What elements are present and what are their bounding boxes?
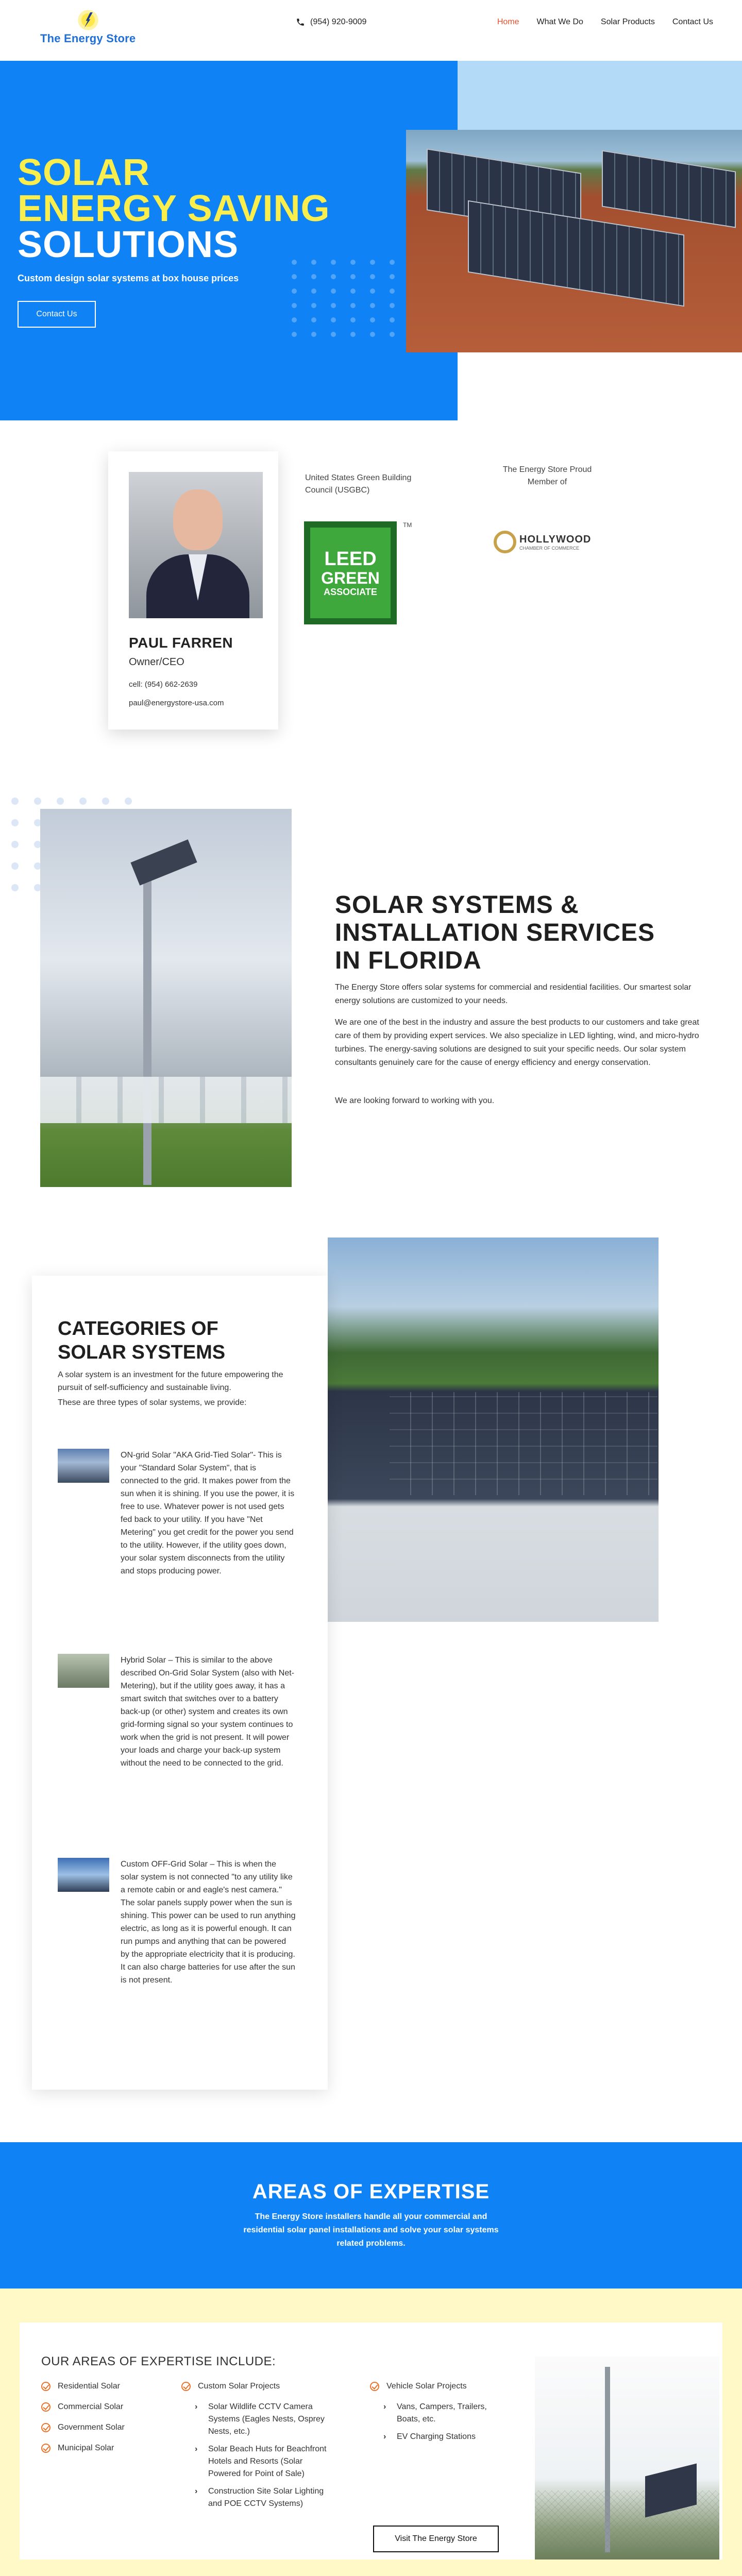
header-phone[interactable] [296, 18, 366, 27]
expertise-box [20, 2323, 722, 2560]
hero-title-line1: SOLAR [18, 152, 150, 193]
install-paragraph-2: We are one of the best in the industry and assure the best products to our customers and take great care of them by providing expert services. We also specialize in LED lighting, wind, and micro-hydro turbines. The energy-saving solutions are designed to suit your specific needs. Our solar system consultants genuinely care for the cause of energy efficiency and energy conservation. [335, 1018, 699, 1067]
chevron-right-icon: › [195, 2445, 198, 2453]
main-nav [497, 18, 713, 27]
check-circle-icon [41, 2444, 50, 2453]
leed-line3: ASSOCIATE [324, 586, 377, 597]
install-title [335, 891, 655, 975]
usgbc-label: United States Green Building Council (USGBC) [305, 473, 412, 495]
install-paragraph-1: The Energy Store offers solar systems for commercial and residential facilities. Our smartest solar energy solutions are customized to your needs. [335, 983, 692, 1005]
category-text: ON-grid Solar "AKA Grid-Tied Solar"- This is your "Standard Solar System", that is connected to the grid. It makes power from the sun when it is shining. If you use the power, it is free to use. Whatever power is not used gets fed back to your utility. If you have "Net Metering" you get credit for the power you send to the utility. However, if the utility goes down, your solar system disconnects from the utility and stops producing power. [121, 1451, 295, 1575]
hero-contact-button[interactable]: Contact Us [18, 301, 96, 328]
site-header [0, 0, 742, 61]
nav-contact-us[interactable]: Contact Us [672, 18, 713, 26]
nav-solar-products[interactable]: Solar Products [600, 18, 655, 26]
install-title-line1: SOLAR SYSTEMS & [335, 891, 579, 919]
chevron-right-icon: › [195, 2402, 198, 2411]
chevron-right-icon: › [383, 2402, 386, 2411]
expertise-subitem: › Vans, Campers, Trailers, Boats, etc. [383, 2401, 497, 2426]
owner-email[interactable]: paul@energystore-usa.com [129, 699, 224, 707]
category-item [58, 1654, 315, 1770]
install-title-line3: IN FLORIDA [335, 947, 482, 974]
site-logo[interactable] [40, 8, 136, 45]
categories-title-line2: SOLAR SYSTEMS [58, 1342, 226, 1363]
solar-tower-photo [535, 2357, 719, 2560]
hero-title [18, 152, 330, 265]
expertise-item: Vehicle Solar Projects [370, 2380, 497, 2393]
check-circle-icon [41, 2402, 50, 2412]
off-grid-thumbnail [58, 1858, 109, 1892]
hollywood-name: HOLLYWOOD [519, 533, 592, 545]
hero-accent-strip [458, 61, 742, 130]
expertise-subitem: › EV Charging Stations [383, 2431, 497, 2443]
check-circle-icon [370, 2382, 379, 2391]
expertise-subitem: › Solar Wildlife CCTV Camera Systems (Eagles Nests, Osprey Nests, etc.) [195, 2401, 329, 2438]
leed-tm: TM [403, 521, 412, 529]
owner-card [108, 451, 278, 730]
visit-store-button[interactable]: Visit The Energy Store [373, 2526, 499, 2552]
check-circle-icon [41, 2382, 50, 2391]
expertise-item: Commercial Solar [41, 2401, 125, 2413]
hero-subtitle: Custom design solar systems at box house prices [18, 273, 239, 283]
categories-intro [58, 1368, 305, 1409]
categories-intro-2: These are three types of solar systems, we provide: [58, 1398, 247, 1407]
leed-badge [304, 521, 397, 624]
nav-home[interactable]: Home [497, 18, 519, 26]
category-text: Hybrid Solar – This is similar to the above described On-Grid Solar System (also with Net-Metering), but if the utility goes away, it has a smart switch that switches over to a battery back-up (or other) system and creates its own grid-forming signal so your system continues to work when the grid is not present. It will power your loads and charge your back-up system without the need to be connected to the grid. [121, 1656, 294, 1768]
expertise-heading: OUR AREAS OF EXPERTISE INCLUDE: [41, 2354, 276, 2368]
hollywood-tagline: CHAMBER OF COMMERCE [519, 545, 580, 551]
leed-line2: GREEN [321, 568, 380, 587]
areas-of-expertise-banner [0, 2142, 742, 2289]
check-circle-icon [181, 2382, 191, 2391]
logo-text: The Energy Store [40, 32, 136, 45]
nav-what-we-do[interactable]: What We Do [536, 18, 583, 26]
hero-title-line3: SOLUTIONS [18, 224, 239, 265]
install-title-line2: INSTALLATION SERVICES [335, 919, 655, 946]
owner-name: PAUL FARREN [129, 635, 233, 651]
areas-title: AREAS OF EXPERTISE [252, 2180, 490, 2203]
install-paragraph-3: We are looking forward to working with you. [335, 1096, 495, 1105]
categories-card [32, 1276, 328, 2090]
owner-role: Owner/CEO [129, 656, 184, 668]
expertise-subitem: › Solar Beach Huts for Beachfront Hotels and Resorts (Solar Powered for Point of Sale) [195, 2443, 329, 2480]
chevron-right-icon: › [383, 2432, 386, 2441]
lightning-sun-icon [76, 8, 100, 32]
member-label: The Energy Store Proud Member of [502, 465, 592, 486]
chevron-right-icon: › [195, 2487, 198, 2496]
check-circle-icon [41, 2423, 50, 2432]
solar-pole-photo [40, 809, 292, 1187]
expertise-column-2 [181, 2380, 329, 2515]
hybrid-thumbnail [58, 1654, 109, 1688]
on-grid-thumbnail [58, 1449, 109, 1483]
expertise-item: Municipal Solar [41, 2442, 125, 2454]
expertise-column-3 [370, 2380, 497, 2448]
roof-solar-photo [328, 1238, 659, 1622]
header-phone-number: (954) 920-9009 [310, 18, 367, 26]
categories-title [58, 1317, 225, 1364]
hero-dot-pattern [292, 260, 400, 337]
category-item [58, 1449, 315, 1578]
expertise-item: Residential Solar [41, 2380, 125, 2393]
category-item [58, 1858, 315, 1987]
leed-line1: LEED [324, 548, 377, 570]
areas-subtitle: The Energy Store installers handle all your commercial and residential solar panel installations and solve your solar systems related problems. [243, 2212, 499, 2248]
expertise-item: Custom Solar Projects [181, 2380, 329, 2393]
owner-cell: cell: (954) 662-2639 [129, 680, 198, 689]
hero-rooftop-solar-photo [406, 130, 742, 352]
expertise-subitem: › Construction Site Solar Lighting and POE CCTV Systems) [195, 2485, 329, 2510]
phone-icon [296, 18, 305, 27]
categories-intro-1: A solar system is an investment for the future empowering the pursuit of self-sufficiency and sustainable living. [58, 1370, 283, 1392]
hollywood-chamber-logo [494, 531, 591, 553]
owner-portrait [129, 472, 263, 618]
category-text: Custom OFF-Grid Solar – This is when the solar system is not connected "to any utility like a remote cabin or and eagle's nest camera." The solar panels supply power when the sun is shining. This power can be used to run anything electric, as long as it is powerful enough. It can run pumps and anything that can be powered by the appropriate electricity that it is producing. It can also charge batteries for use after the sun is not present. [121, 1860, 296, 1985]
expertise-column-1 [41, 2380, 125, 2463]
chamber-seal-icon [494, 531, 516, 553]
categories-title-line1: CATEGORIES OF [58, 1318, 218, 1340]
hero-title-line2: ENERGY SAVING [18, 188, 330, 229]
expertise-item: Government Solar [41, 2421, 125, 2434]
